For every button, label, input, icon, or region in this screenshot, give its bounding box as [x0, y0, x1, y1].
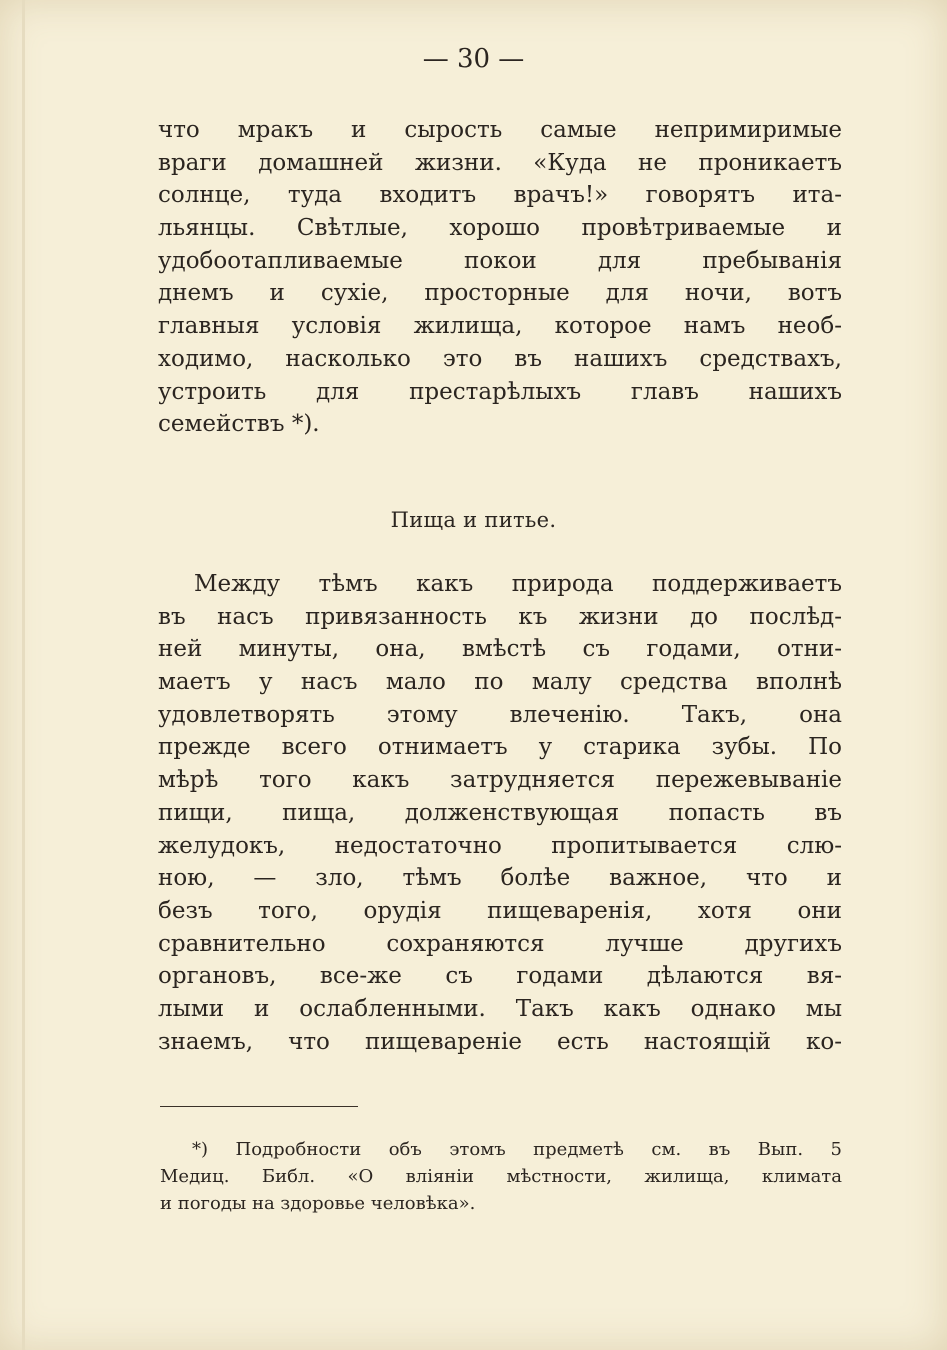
page-number: — 30 —: [422, 44, 525, 74]
text-line: солнце, туда входитъ врачъ!» говорятъ ита-: [158, 182, 842, 209]
text-line: маетъ у насъ мало по малу средства вполнѣ: [158, 669, 842, 696]
text-line: пищи, пища, долженствующая попасть въ: [158, 799, 842, 826]
footnote-rule: [160, 1106, 358, 1107]
text-line: желудокъ, недостаточно пропитывается слю-: [158, 832, 842, 859]
text-line: льянцы. Свѣтлые, хорошо провѣтриваемые и: [158, 215, 842, 242]
text-line: ней минуты, она, вмѣстѣ съ годами, отни-: [158, 636, 842, 663]
text-line: прежде всего отнимаетъ у старика зубы. По: [158, 734, 842, 761]
text-line: ходимо, насколько это въ нашихъ средствахъ,: [158, 345, 842, 372]
section-heading: Пища и питье.: [390, 508, 557, 532]
footnote-line: *) Подробности объ этомъ предметѣ см. въ Вып. 5: [192, 1139, 842, 1160]
text-line: лыми и ослабленными. Такъ какъ однако мы: [158, 995, 842, 1022]
text-line: удовлетворять этому влеченію. Такъ, она: [158, 701, 842, 728]
text-line: главныя условія жилища, которое намъ необ-: [158, 313, 842, 340]
text-line: устроить для престарѣлыхъ главъ нашихъ: [158, 378, 842, 405]
footnote: [160, 1136, 842, 1217]
text-line: сравнительно сохраняются лучше другихъ: [158, 930, 842, 957]
text-line: днемъ и сухіе, просторные для ночи, вотъ: [158, 280, 842, 307]
text-line: что мракъ и сырость самые непримиримые: [158, 117, 842, 143]
text-line: враги домашней жизни. «Куда не проникаетъ: [158, 149, 842, 176]
text-line: мѣрѣ того какъ затрудняется пережевываніе: [158, 767, 842, 794]
text-line: ною, — зло, тѣмъ болѣе важное, что и: [158, 865, 842, 892]
footnote-line: и погоды на здоровье человѣка».: [160, 1193, 476, 1214]
text-line: семействъ *).: [158, 411, 320, 438]
text-line: Между тѣмъ какъ природа поддерживаетъ: [194, 571, 842, 597]
text-line: органовъ, все-же съ годами дѣлаются вя-: [158, 963, 842, 990]
paragraph-2: [158, 568, 842, 1058]
text-line: въ насъ привязанность къ жизни до послѣд-: [158, 603, 842, 630]
text-line: безъ того, орудія пищеваренія, хотя они: [158, 897, 842, 924]
footnote-line: Медиц. Библ. «О вліяніи мѣстности, жилища, климата: [160, 1166, 842, 1187]
text-line: удобоотапливаемые покои для пребыванія: [158, 247, 842, 274]
text-line: знаемъ, что пищевареніе есть настоящій ко-: [158, 1028, 842, 1055]
paragraph-1: [158, 114, 842, 441]
page-binding-edge: [22, 0, 25, 1350]
